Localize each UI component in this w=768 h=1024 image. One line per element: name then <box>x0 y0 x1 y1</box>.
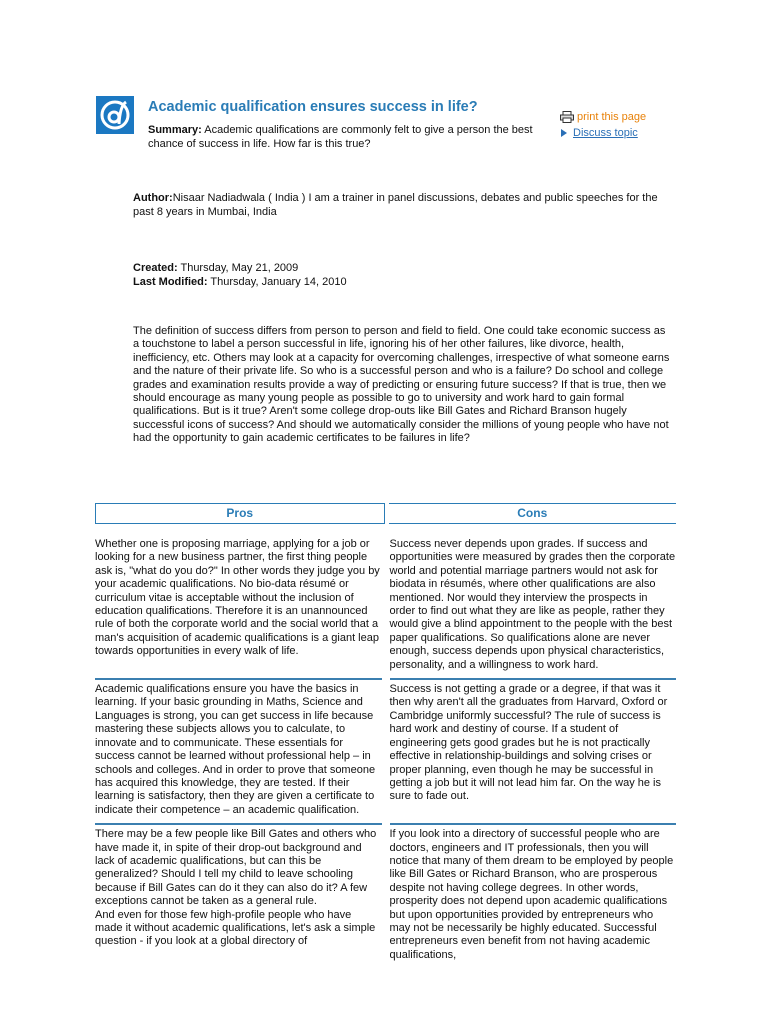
table-row <box>95 823 676 962</box>
created-label: Created: <box>133 262 178 274</box>
pro-cell: Whether one is proposing marriage, applying for a job or looking for a new business partner, the first thing people ask is, "what do you do?" In other words they judge you by your academic qualifications. No bio-data résumé or curriculum vitae is acceptable without the inclusion of education qualifications. Therefore it is an unannounced rule of both the corporate world and the social world that a man's acquisition of academic qualifications is a giant leap towards opportunities in every walk of life. <box>95 538 380 658</box>
intro-paragraph: The definition of success differs from person to person and field to field. One could take economic success as a touchstone to label a person successful in life, ignoring his of her other failures, like divorce, health, inefficiency, etc. Others may look at a capacity for overcoming challenges, irrespective of what someone earns and the nature of their private life. So who is a successful person and who is a failure? Do school and college grades and examination results provide a way of predicting or ensuring future success? If that is true, then we should encourage as many young people as possible to go to university and work hard to gain formal qualifications. But is it true? Aren't some college drop-outs like Bill Gates and Richard Branson hugely successful icons of success? And should we automatically consider the millions of young people who have not had the opportunity to gain academic certificates to be failures in life? <box>133 325 670 445</box>
side-links <box>560 111 646 139</box>
table-header <box>95 503 676 524</box>
pro-cell-paragraph: And even for those few high-profile people who have made it without academic qualifications, let's ask a simple question - if you look at a global directory of <box>95 908 376 948</box>
created-value: Thursday, May 21, 2009 <box>177 262 299 274</box>
modified-label: Last Modified: <box>133 276 208 288</box>
printer-icon <box>560 111 574 123</box>
table-row <box>95 538 676 672</box>
discuss-link[interactable] <box>560 127 646 139</box>
con-cell: If you look into a directory of successful people who are doctors, engineers and IT professionals, then you will notice that many of them dream to be employed by people like Bill Gates or Richard Branson, who are prosperous despite not having college degrees. In other words, prosperity does not depend upon academic qualifications but upon opportunities provided by entrepreneurs who may not be necessarily be highly educated. Successful entrepreneurs even benefit from not having academic qualifications, <box>390 823 677 962</box>
pros-cons-table <box>95 503 676 962</box>
dates-info <box>133 261 347 289</box>
at-sign-icon <box>96 96 134 134</box>
discuss-link-label[interactable]: Discuss topic <box>573 127 638 139</box>
summary-label: Summary: <box>148 124 202 136</box>
pro-cell <box>95 823 382 962</box>
page-title: Academic qualification ensures success in life? <box>148 99 478 115</box>
pro-cell-paragraph: There may be a few people like Bill Gates and others who have made it, in spite of their drop-out background and lack of academic qualifications, but can this be generalized? Should I tell my child to leave schooling because if Bill Gates can do it they can also do it? A few exceptions cannot be taken as a general rule. <box>95 828 377 908</box>
at-sign-logo <box>96 96 134 134</box>
table-row <box>95 678 676 817</box>
con-cell: Success is not getting a grade or a degree, if that was it then why aren't all the graduates from Harvard, Oxford or Cambridge uniformly successful? The rule of success is hard work and destiny of course. If a student of engineering gets good grades but he is not practically effective in relationship-buildings and solving crises or proper planning, even though he may be successful in getting a job but it will not lead him far. On the way he is sure to fade out. <box>390 678 677 817</box>
author-info <box>133 191 673 219</box>
modified-value: Thursday, January 14, 2010 <box>207 276 347 288</box>
author-label: Author: <box>133 192 173 204</box>
summary-text: Academic qualifications are commonly felt to give a person the best chance of success in life. How far is this true? <box>148 124 533 150</box>
triangle-right-icon <box>561 129 567 137</box>
pro-cell: Academic qualifications ensure you have the basics in learning. If your basic grounding in Maths, Science and Languages is strong, you can get success in life because mastering these subjects allows you to calculate, to innovate and to communicate. These essentials for success cannot be learned without professional help – in schools and colleges. And in order to prove that someone has acquired this knowledge, they are tested. If their learning is satisfactory, then they are given a certificate to indicate their competence – an academic qualification. <box>95 678 382 817</box>
print-link[interactable] <box>560 111 646 123</box>
pros-header: Pros <box>95 503 385 524</box>
modified-date <box>133 275 347 289</box>
created-date <box>133 261 347 275</box>
cons-header: Cons <box>389 503 677 524</box>
author-text: Nisaar Nadiadwala ( India ) I am a trainer in panel discussions, debates and public speeches for the past 8 years in Mumbai, India <box>133 192 658 218</box>
print-link-label[interactable]: print this page <box>577 111 647 123</box>
summary <box>148 123 548 151</box>
con-cell: Success never depends upon grades. If success and opportunities were measured by grades then the corporate world and potential marriage partners would not ask for biodata in résumés, where other qualifications are also mentioned. Nor would they interview the prospects in order to find out what they are like as people, rather they would give a blind appointment to the people with the best paper qualifications. So qualifications alone are never enough, success depends upon physical characteristics, personality, and a willingness to work hard. <box>389 538 676 671</box>
